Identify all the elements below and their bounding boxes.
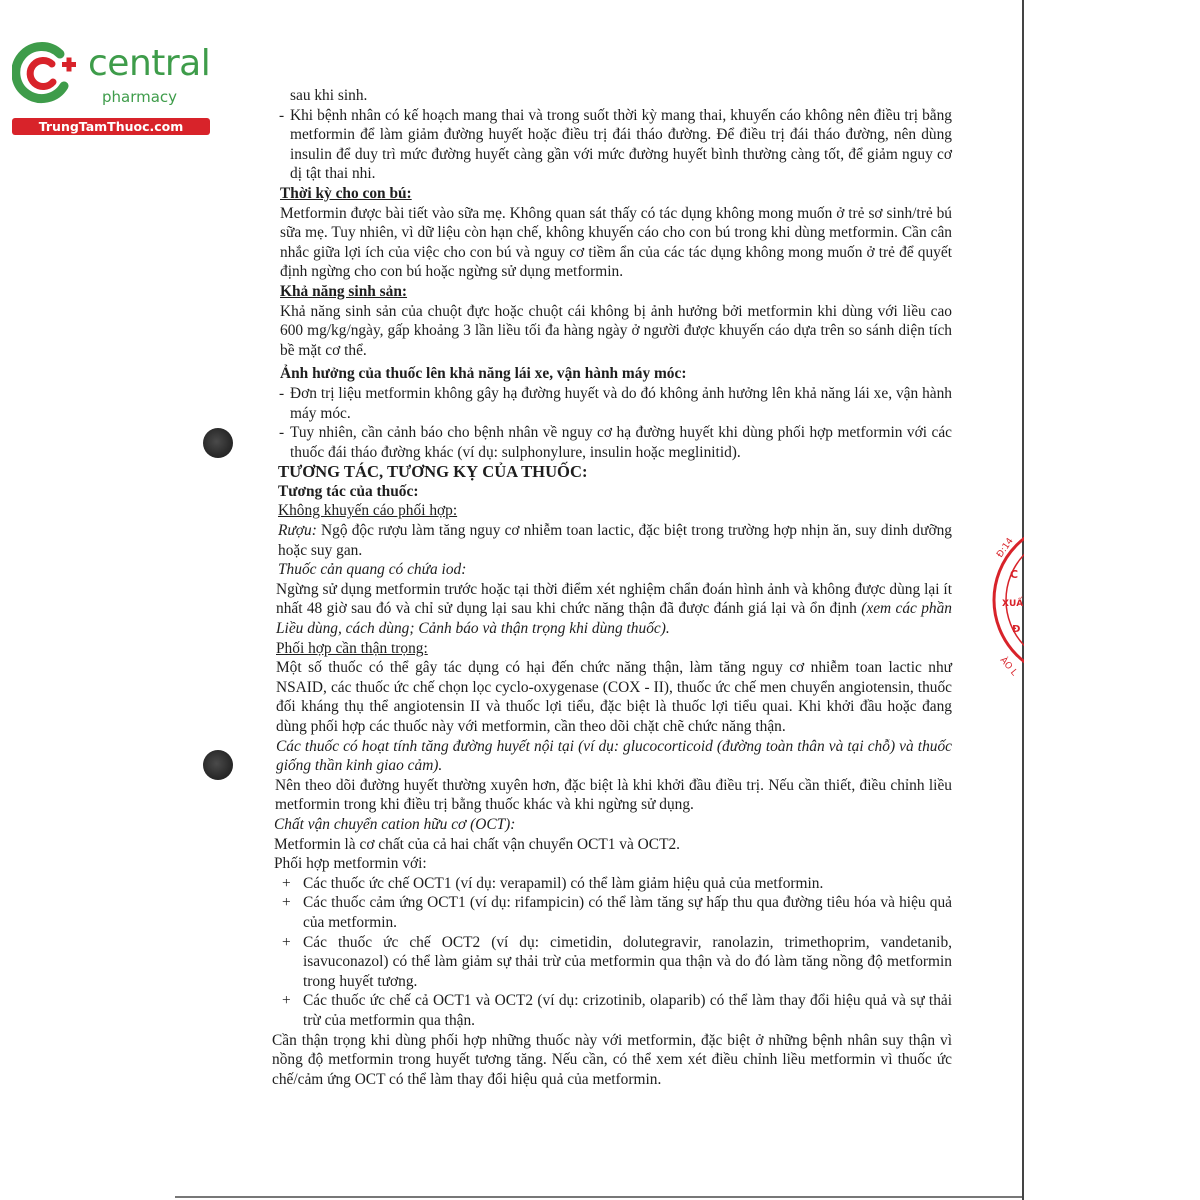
pregnancy-bullet: - Khi bệnh nhân có kế hoạch mang thai và trong suốt thời kỳ mang thai, khuyến cáo không nên điều trị bằng metformin để làm giảm đường huyết hoặc điều trị đái tháo đường. Để điều trị đái tháo đường, nên dùng insulin để duy trì mức đường huyết càng gần với mức đường huyết bình thường càng tốt, để giảm nguy cơ dị tật thai nhi.: [272, 106, 952, 184]
hyperglycemic-text: Nên theo dõi đường huyết thường xuyên hơn, đặc biệt là khi khởi đầu điều trị. Nếu cần thiết, điều chỉnh liều metformin trong khi điều trị bằng thuốc khác và khi ngừng sử dụng.: [275, 776, 952, 814]
contrast-text: [276, 580, 952, 639]
punch-hole-bottom: [203, 750, 233, 780]
red-stamp: [980, 520, 1024, 680]
paragraph-continuation: sau khi sinh.: [290, 87, 368, 104]
contrast-label: Thuốc cản quang có chứa iod:: [278, 561, 467, 579]
contrast-body: Ngừng sử dụng metformin trước hoặc tại thời điểm xét nghiệm chẩn đoán hình ảnh và không được dùng lại ít nhất 48 giờ sau đó và chỉ sử dụng lại sau khi chức năng thận đã được đánh giá lại và ổn định: [276, 580, 952, 618]
heading-fertility: Khả năng sinh sản:: [280, 282, 408, 300]
alcohol-body: Ngộ độc rượu làm tăng nguy cơ nhiễm toan lactic, đặc biệt trong trường hợp nhịn ăn, suy dinh dưỡng hoặc suy gan.: [278, 522, 952, 559]
closing-paragraph: Cần thận trọng khi dùng phối hợp những thuốc này với metformin, đặc biệt ở những bệnh nhân suy thận vì nồng độ metformin trong huyết tương tăng. Nếu cần, có thể xem xét điều chỉnh liều metformin vì thuốc ức chế/cảm ứng OCT có thể làm thay đổi hiệu quả của metformin.: [272, 1031, 952, 1088]
oct-item-1: + Các thuốc ức chế OCT1 (ví dụ: verapamil) có thể làm giảm hiệu quả của metformin.: [272, 874, 952, 894]
stamp-text-2: C: [1010, 568, 1019, 581]
oct-item-4: + Các thuốc ức chế cả OCT1 và OCT2 (ví dụ: crizotinib, olaparib) có thể làm thay đổi hiệu quả và sự thải trừ của metformin qua thận.: [272, 991, 952, 1030]
alcohol-label: Rượu:: [278, 522, 317, 540]
section-heading-interactions: TƯƠNG TÁC, TƯƠNG KỴ CỦA THUỐC:: [278, 462, 588, 482]
driving-bullet-2: - Tuy nhiên, cần cảnh báo cho bệnh nhân về nguy cơ hạ đường huyết khi dùng phối hợp metformin với các thuốc đái tháo đường khác (ví dụ: sulphonylure, insulin hoặc meglinitid).: [272, 423, 952, 462]
subheading-caution: Phối hợp cần thận trọng:: [276, 639, 428, 657]
logo-url-banner: TrungTamThuoc.com: [12, 118, 210, 135]
breastfeeding-text: Metformin được bài tiết vào sữa mẹ. Không quan sát thấy có tác dụng không mong muốn ở trẻ sơ sinh/trẻ bú sữa mẹ. Tuy nhiên, vì dữ liệu còn hạn chế, không khuyến cáo cho con bú trong khi dùng metformin. Cần cân nhắc giữa lợi ích của việc cho con bú và nguy cơ tiềm ẩn của các tác dụng không mong muốn ở trẻ để quyết định ngừng cho con bú hoặc ngừng sử dụng metformin.: [280, 204, 952, 281]
alcohol-text: [278, 521, 952, 560]
oct-item-2: + Các thuốc cảm ứng OCT1 (ví dụ: rifampicin) có thể làm tăng sự hấp thu qua đường tiêu hóa và hiệu quả của metformin.: [272, 893, 952, 932]
logo-subtitle: pharmacy: [102, 88, 178, 106]
stamp-text-5: ÀO L: [997, 655, 1019, 678]
punch-hole-top: [203, 428, 233, 458]
central-pharmacy-logo[interactable]: [12, 36, 212, 136]
heading-driving: Ảnh hưởng của thuốc lên khả năng lái xe, vận hành máy móc:: [280, 365, 687, 383]
heading-breastfeeding: Thời kỳ cho con bú:: [280, 184, 412, 202]
contrast-reference: (xem các phần Liều dùng, cách dùng; Cảnh báo và thận trọng khi dùng thuốc).: [276, 600, 952, 638]
oct-text: Metformin là cơ chất của cả hai chất vận chuyển OCT1 và OCT2.: [274, 835, 681, 853]
oct-combo-intro: Phối hợp metformin với:: [274, 855, 427, 873]
heading-drug-interactions: Tương tác của thuốc:: [278, 482, 419, 500]
stamp-text-1: Đ:14: [995, 536, 1016, 560]
page-bottom-edge: [175, 1196, 1022, 1198]
oct-item-3: + Các thuốc ức chế OCT2 (ví dụ: cimetidin, dolutegravir, ranolazin, trimethoprim, vandetanib, isavuconazol) có thể làm giảm sự thải trừ của metformin qua thận và do đó làm tăng nồng độ metformin trong huyết tương.: [272, 933, 952, 992]
stamp-text-4: Đ: [1012, 624, 1021, 635]
subheading-not-recommended: Không khuyến cáo phối hợp:: [278, 502, 458, 520]
driving-bullet-1: - Đơn trị liệu metformin không gây hạ đường huyết và do đó không ảnh hưởng lên khả năng lái xe, vận hành máy móc.: [272, 384, 952, 423]
hyperglycemic-label: Các thuốc có hoạt tính tăng đường huyết nội tại (ví dụ: glucocorticoid (đường toàn thân và tại chỗ) và thuốc giống thần kinh giao cảm).: [276, 737, 952, 775]
oct-label: Chất vận chuyển cation hữu cơ (OCT):: [274, 815, 516, 833]
fertility-text: Khả năng sinh sản của chuột đực hoặc chuột cái không bị ảnh hưởng bởi metformin khi dùng với liều cao 600 mg/kg/ngày, gấp khoảng 3 lần liều tối đa hàng ngày ở người được khuyến cáo dựa trên so sánh diện tích bề mặt cơ thể.: [280, 302, 952, 359]
caution-text: Một số thuốc có thể gây tác dụng có hại đến chức năng thận, làm tăng nguy cơ nhiễm toan lactic như NSAID, các thuốc ức chế chọn lọc cyclo-oxygenase (COX - II), thuốc ức chế men chuyển angiotensin, thuốc đối kháng thụ thể angiotensin II và thuốc lợi tiểu, đặc biệt là thuốc lợi tiểu quai. Khi khởi đầu hoặc đang dùng phối hợp các thuốc này với metformin, cần theo dõi chặt chẽ chức năng thận.: [276, 659, 952, 735]
document-body: [272, 86, 952, 1089]
stamp-text-3: XUẤ: [1002, 599, 1024, 609]
pharmacy-logo-icon: [12, 40, 78, 106]
right-margin: [1024, 0, 1200, 1200]
logo-name: central: [88, 43, 211, 84]
